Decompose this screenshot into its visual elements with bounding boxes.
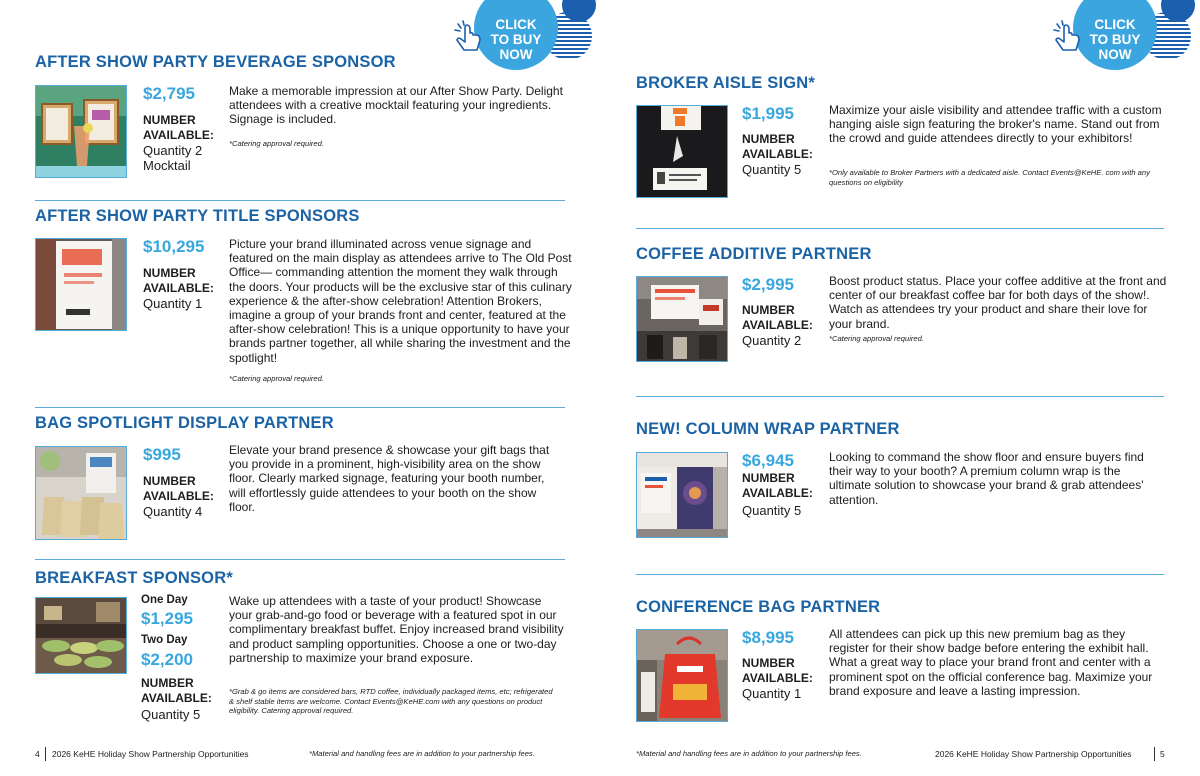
quantity: Quantity 5 bbox=[742, 162, 802, 177]
description: Wake up attendees with a taste of your product! Showcase your grab-and-go food or beverage with a featured spot in our complimentary breakfast buffet. Enjoy increased brand visibility and product sampling opportunities. Choose a one or two-day partnership to maximize your brand exposure. bbox=[229, 594, 564, 665]
section-title: AFTER SHOW PARTY BEVERAGE SPONSOR bbox=[35, 53, 396, 71]
sponsor-sign-photo bbox=[35, 238, 127, 331]
cta-label[interactable]: CLICK TO BUY NOW bbox=[490, 17, 542, 62]
aisle-sign-photo bbox=[636, 105, 728, 198]
description: Picture your brand illuminated across venue signage and featured on the main display as attendees arrive to The Old Post Office— commanding attention the moment they walk through the doors. Your products will be the exclusive star of this culinary experience & the after-show celebration! Attention Brokers, imagine a group of your brands front and center, featured at the after-show celebration! This is a unique opportunity to have your brands partner together, all while sharing the investment and the spotlight! bbox=[229, 237, 572, 365]
description: Make a memorable impression at our After Show Party. Delight attendees with a creative mocktail featuring your ingredients. Signage is included. bbox=[229, 84, 563, 127]
pointer-hand-icon bbox=[449, 20, 489, 54]
quantity: Quantity 2 Mocktail bbox=[143, 143, 203, 173]
breakfast-buffet-photo bbox=[35, 597, 127, 674]
divider bbox=[35, 200, 565, 201]
footer-title: 2026 KeHE Holiday Show Partnership Opportunities bbox=[935, 749, 1132, 759]
availability-label: NUMBER AVAILABLE: bbox=[742, 656, 813, 685]
section-title: AFTER SHOW PARTY TITLE SPONSORS bbox=[35, 207, 360, 225]
availability-label: NUMBER AVAILABLE: bbox=[742, 132, 813, 161]
footer-divider bbox=[45, 747, 46, 761]
price: $10,295 bbox=[143, 237, 205, 256]
availability-label: NUMBER AVAILABLE: bbox=[143, 474, 214, 503]
column-wrap-photo bbox=[636, 452, 728, 538]
price: $6,945 bbox=[742, 451, 794, 470]
one-day-price: $1,295 bbox=[141, 609, 193, 628]
section-title: BROKER AISLE SIGN* bbox=[636, 74, 816, 92]
description: Boost product status. Place your coffee additive at the front and center of our breakfast coffee bar for both days of the show!. Watch as attendees try your product and share their love for your brand. bbox=[829, 274, 1167, 331]
mocktail-photo bbox=[35, 85, 127, 178]
quantity: Quantity 4 bbox=[143, 504, 203, 519]
footer-note: *Material and handling fees are in addition to your partnership fees. bbox=[636, 749, 862, 758]
section-title: CONFERENCE BAG PARTNER bbox=[636, 598, 881, 616]
page-number: 4 bbox=[35, 749, 40, 759]
one-day-label: One Day bbox=[141, 594, 188, 606]
divider bbox=[636, 396, 1164, 397]
footer-note: *Material and handling fees are in addition to your partnership fees. bbox=[309, 749, 535, 758]
footnote: *Only available to Broker Partners with a dedicated aisle. Contact Events@KeHE. com with any questions on eligibility bbox=[829, 168, 1150, 187]
description: Looking to command the show floor and ensure buyers find their way to your booth? A premium column wrap is the ultimate solution to showcase your brand & grab attendees' attention. bbox=[829, 450, 1144, 507]
gift-bags-photo bbox=[35, 446, 127, 540]
footer-title: 2026 KeHE Holiday Show Partnership Opportunities bbox=[52, 749, 249, 759]
footnote: *Grab & go items are considered bars, RTD coffee, individually packaged items, etc; refrigerated & shelf stable items are welcome. Contact Events@KeHE.com with any questions on product eligibility. Catering approval required. bbox=[229, 687, 553, 715]
price: $2,795 bbox=[143, 84, 195, 103]
price: $8,995 bbox=[742, 628, 794, 647]
availability-label: NUMBER AVAILABLE: bbox=[143, 113, 214, 142]
two-day-label: Two Day bbox=[141, 634, 188, 646]
section-title: BAG SPOTLIGHT DISPLAY PARTNER bbox=[35, 414, 334, 432]
availability-label: NUMBER AVAILABLE: bbox=[141, 676, 212, 705]
quantity: Quantity 2 bbox=[742, 333, 802, 348]
price: $2,995 bbox=[742, 275, 794, 294]
footnote: *Catering approval required. bbox=[229, 374, 324, 383]
price: $1,995 bbox=[742, 104, 794, 123]
section-title: COFFEE ADDITIVE PARTNER bbox=[636, 245, 872, 263]
conference-bag-photo bbox=[636, 629, 728, 722]
quantity: Quantity 1 bbox=[143, 296, 203, 311]
section-title: NEW! COLUMN WRAP PARTNER bbox=[636, 420, 900, 438]
footnote: *Catering approval required. bbox=[829, 334, 924, 343]
description: Maximize your aisle visibility and attendee traffic with a custom hanging aisle sign featuring the broker's name. Stand out from the crowd and guide attendees directly to your exhibitors! bbox=[829, 103, 1162, 146]
availability-label: NUMBER AVAILABLE: bbox=[742, 471, 813, 500]
divider bbox=[35, 559, 565, 560]
cta-label[interactable]: CLICK TO BUY NOW bbox=[1089, 17, 1141, 62]
coffee-bar-photo bbox=[636, 276, 728, 362]
description: All attendees can pick up this new premium bag as they register for their show badge before entering the exhibit hall. What a great way to place your brand front and center with a prominent spot on the official conference bag. Maximize your brand exposure and leave a lasting impression. bbox=[829, 627, 1153, 698]
price: $995 bbox=[143, 445, 181, 464]
description: Elevate your brand presence & showcase your gift bags that you provide in a prominent, high-visibility area on the show floor. Clearly marked signage, featuring your booth number, will effortlessly guide attendees to your booth on the show floor. bbox=[229, 443, 550, 514]
divider bbox=[35, 407, 565, 408]
section-title: BREAKFAST SPONSOR* bbox=[35, 569, 233, 587]
quantity: Quantity 5 bbox=[141, 707, 201, 722]
divider bbox=[636, 574, 1164, 575]
availability-label: NUMBER AVAILABLE: bbox=[143, 266, 214, 295]
footnote: *Catering approval required. bbox=[229, 139, 324, 148]
pointer-hand-icon bbox=[1048, 20, 1088, 54]
divider bbox=[636, 228, 1164, 229]
quantity: Quantity 5 bbox=[742, 503, 802, 518]
availability-label: NUMBER AVAILABLE: bbox=[742, 303, 813, 332]
footer-divider bbox=[1154, 747, 1155, 761]
two-day-price: $2,200 bbox=[141, 650, 193, 669]
quantity: Quantity 1 bbox=[742, 686, 802, 701]
page-number: 5 bbox=[1160, 749, 1165, 759]
